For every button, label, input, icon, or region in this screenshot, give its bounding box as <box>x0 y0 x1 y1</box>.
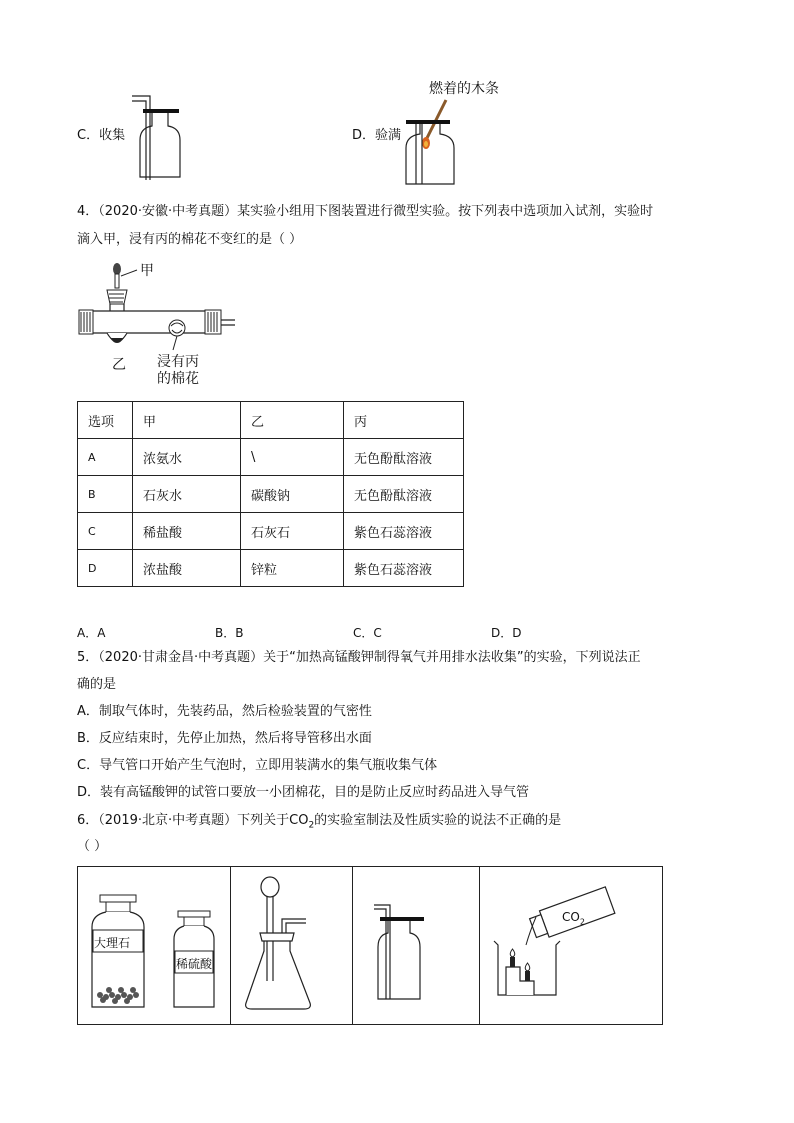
table-cell: 紫色石蕊溶液 <box>344 550 464 587</box>
table-header-cell: 丙 <box>344 402 464 439</box>
q5-option-b[interactable]: B．反应结束时，先停止加热，然后将导管移出水面 <box>77 731 372 746</box>
q4-stem-line-2: 滴入甲，浸有丙的棉花不变红的是（ ） <box>77 232 303 247</box>
co2-candle-beaker-icon <box>490 871 670 1021</box>
co2-label <box>562 911 585 926</box>
table-cell: 碳酸钠 <box>241 476 344 513</box>
q5-stem-line-2: 确的是 <box>77 677 117 692</box>
table-row <box>78 476 464 513</box>
table-cell: \ <box>241 439 344 476</box>
table-row <box>78 550 464 587</box>
label-bing-line-2: 的棉花 <box>157 371 199 387</box>
q3-option-c: C．收集 <box>77 128 126 143</box>
table-cell: 稀盐酸 <box>133 513 241 550</box>
table-header-cell: 选项 <box>78 402 133 439</box>
dilute-sulfuric-acid-label: 稀硫酸 <box>176 957 213 971</box>
table-header-cell: 甲 <box>133 402 241 439</box>
q3-option-d: D．验满 <box>352 128 402 143</box>
gas-collection-bottle-icon <box>128 92 188 182</box>
burning-stick-label: 燃着的木条 <box>429 81 499 97</box>
choice-a[interactable]: A．A <box>77 626 106 640</box>
table-cell: 无色酚酞溶液 <box>344 476 464 513</box>
reagent-options-table <box>77 401 464 587</box>
gas-check-bottle-icon <box>402 96 472 186</box>
table-header-cell: 乙 <box>241 402 344 439</box>
label-bing-line-1: 浸有丙 <box>157 354 199 370</box>
table-cell: 锌粒 <box>241 550 344 587</box>
q5-option-c[interactable]: C．导气管口开始产生气泡时，立即用装满水的集气瓶收集气体 <box>77 758 438 773</box>
q6-stem-subscript: 2 <box>308 820 315 831</box>
table-cell: 紫色石蕊溶液 <box>344 513 464 550</box>
q5-stem-line-1: 5．（2020·甘肃金昌·中考真题）关于“加热高锰酸钾制得氧气并用排水法收集”的实验，下列说法正 <box>77 650 641 665</box>
panel-divider <box>479 867 480 1024</box>
marble-bottle-label: 大理石 <box>94 936 131 950</box>
label-yi: 乙 <box>112 357 126 373</box>
q4-answer-choices <box>77 624 577 638</box>
q6-stem-line-2: （ ） <box>77 839 108 854</box>
q6-stem-line-1 <box>77 814 561 831</box>
q6-stem-part-1: 6．（2019·北京·中考真题）下列关于CO <box>77 813 309 828</box>
co2-collection-bottle-icon <box>368 899 458 1019</box>
table-row <box>78 439 464 476</box>
q5-option-a[interactable]: A．制取气体时，先装药品，然后检验装置的气密性 <box>77 704 372 719</box>
choice-b[interactable]: B．B <box>215 626 244 640</box>
label-jia: 甲 <box>140 263 154 279</box>
table-cell: C <box>78 513 133 550</box>
q4-stem-line-1: 4．（2020·安徽·中考真题）某实验小组用下图装置进行微型实验。按下列表中选项加入试剂，实验时 <box>77 204 654 219</box>
choice-c[interactable]: C．C <box>353 626 382 640</box>
panel-divider <box>352 867 353 1024</box>
co2-label-subscript: 2 <box>579 917 585 927</box>
reagent-bottles-icon <box>86 889 236 1019</box>
table-header-row <box>78 402 464 439</box>
table-cell: A <box>78 439 133 476</box>
q5-option-d[interactable]: D．装有高锰酸钾的试管口要放一小团棉花，目的是防止反应时药品进入导气管 <box>77 785 530 800</box>
table-cell: B <box>78 476 133 513</box>
table-cell: 浓氨水 <box>133 439 241 476</box>
co2-label-text: CO <box>562 910 580 924</box>
gas-generator-flask-icon <box>240 871 350 1021</box>
table-cell: 无色酚酞溶液 <box>344 439 464 476</box>
table-cell: 石灰水 <box>133 476 241 513</box>
q6-figure-panel <box>77 866 663 1025</box>
table-row <box>78 513 464 550</box>
table-cell: 浓盐酸 <box>133 550 241 587</box>
table-cell: 石灰石 <box>241 513 344 550</box>
table-cell: D <box>78 550 133 587</box>
q6-stem-part-2: 的实验室制法及性质实验的说法不正确的是 <box>314 813 562 828</box>
choice-d[interactable]: D．D <box>491 626 522 640</box>
